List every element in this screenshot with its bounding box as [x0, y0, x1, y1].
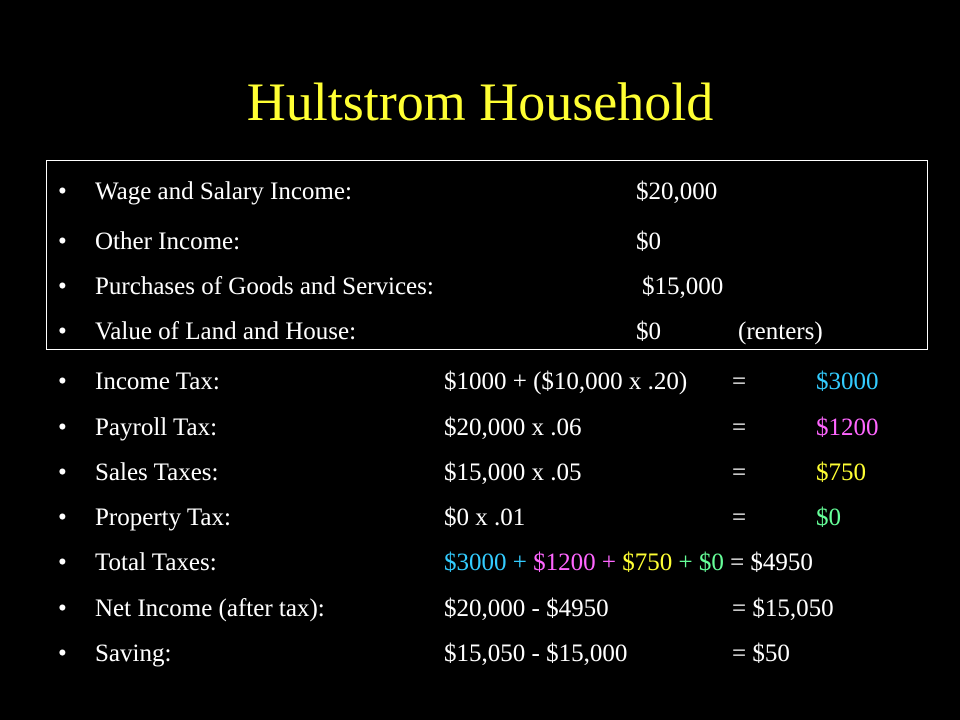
bullet-icon: •: [58, 595, 67, 622]
bullet-icon: •: [58, 368, 67, 395]
bullet-icon: •: [58, 549, 67, 576]
bullet-icon: •: [58, 178, 67, 205]
bullet-icon: •: [58, 504, 67, 531]
bullet-icon: •: [58, 318, 67, 345]
item-label: Sales Taxes:: [95, 459, 219, 486]
slide-title: Hultstrom Household: [246, 72, 714, 132]
item-label: Purchases of Goods and Services:: [95, 273, 434, 300]
item-calculation: $0 x .01: [444, 504, 526, 531]
item-label: Wage and Salary Income:: [95, 178, 352, 205]
total-calculation: [444, 548, 813, 578]
item-result: $1200: [816, 414, 879, 441]
item-label: Payroll Tax:: [95, 414, 218, 441]
item-label: Property Tax:: [95, 504, 231, 531]
total-plus: +: [672, 549, 699, 576]
item-label: Saving:: [95, 640, 172, 667]
total-payroll-tax: $1200: [533, 549, 596, 576]
item-value: $20,000: [636, 178, 718, 205]
item-note: (renters): [738, 318, 823, 345]
item-equals: =: [732, 504, 747, 531]
total-plus: +: [506, 549, 534, 576]
item-result: $3000: [816, 368, 879, 395]
total-sales-tax: $750: [622, 549, 673, 576]
item-result: $0: [816, 504, 841, 531]
bullet-icon: •: [58, 414, 67, 441]
item-equals: =: [732, 368, 747, 395]
item-calculation: $20,000 - $4950: [444, 595, 609, 622]
item-calculation: $15,000 x .05: [444, 459, 582, 486]
item-label: Value of Land and House:: [95, 318, 357, 345]
total-plus: +: [595, 549, 623, 576]
item-calculation: $20,000 x .06: [444, 414, 582, 441]
total-result: = $4950: [723, 549, 813, 576]
item-label: Total Taxes:: [95, 549, 217, 576]
item-result: = $15,050: [732, 595, 834, 622]
total-income-tax: $3000: [444, 549, 507, 576]
item-value: $15,000: [642, 273, 724, 300]
item-calculation: $1000 + ($10,000 x .20): [444, 368, 688, 395]
item-result: $750: [816, 459, 866, 486]
item-label: Net Income (after tax):: [95, 595, 325, 622]
item-calculation: $15,050 - $15,000: [444, 640, 628, 667]
item-equals: =: [732, 414, 747, 441]
bullet-icon: •: [58, 228, 67, 255]
item-result: = $50: [732, 640, 790, 667]
total-property-tax: $0: [698, 549, 724, 576]
item-value: $0: [636, 318, 661, 345]
item-label: Income Tax:: [95, 368, 220, 395]
item-value: $0: [636, 228, 661, 255]
item-equals: =: [732, 459, 747, 486]
item-label: Other Income:: [95, 228, 241, 255]
bullet-icon: •: [58, 640, 67, 667]
bullet-icon: •: [58, 273, 67, 300]
bullet-icon: •: [58, 459, 67, 486]
